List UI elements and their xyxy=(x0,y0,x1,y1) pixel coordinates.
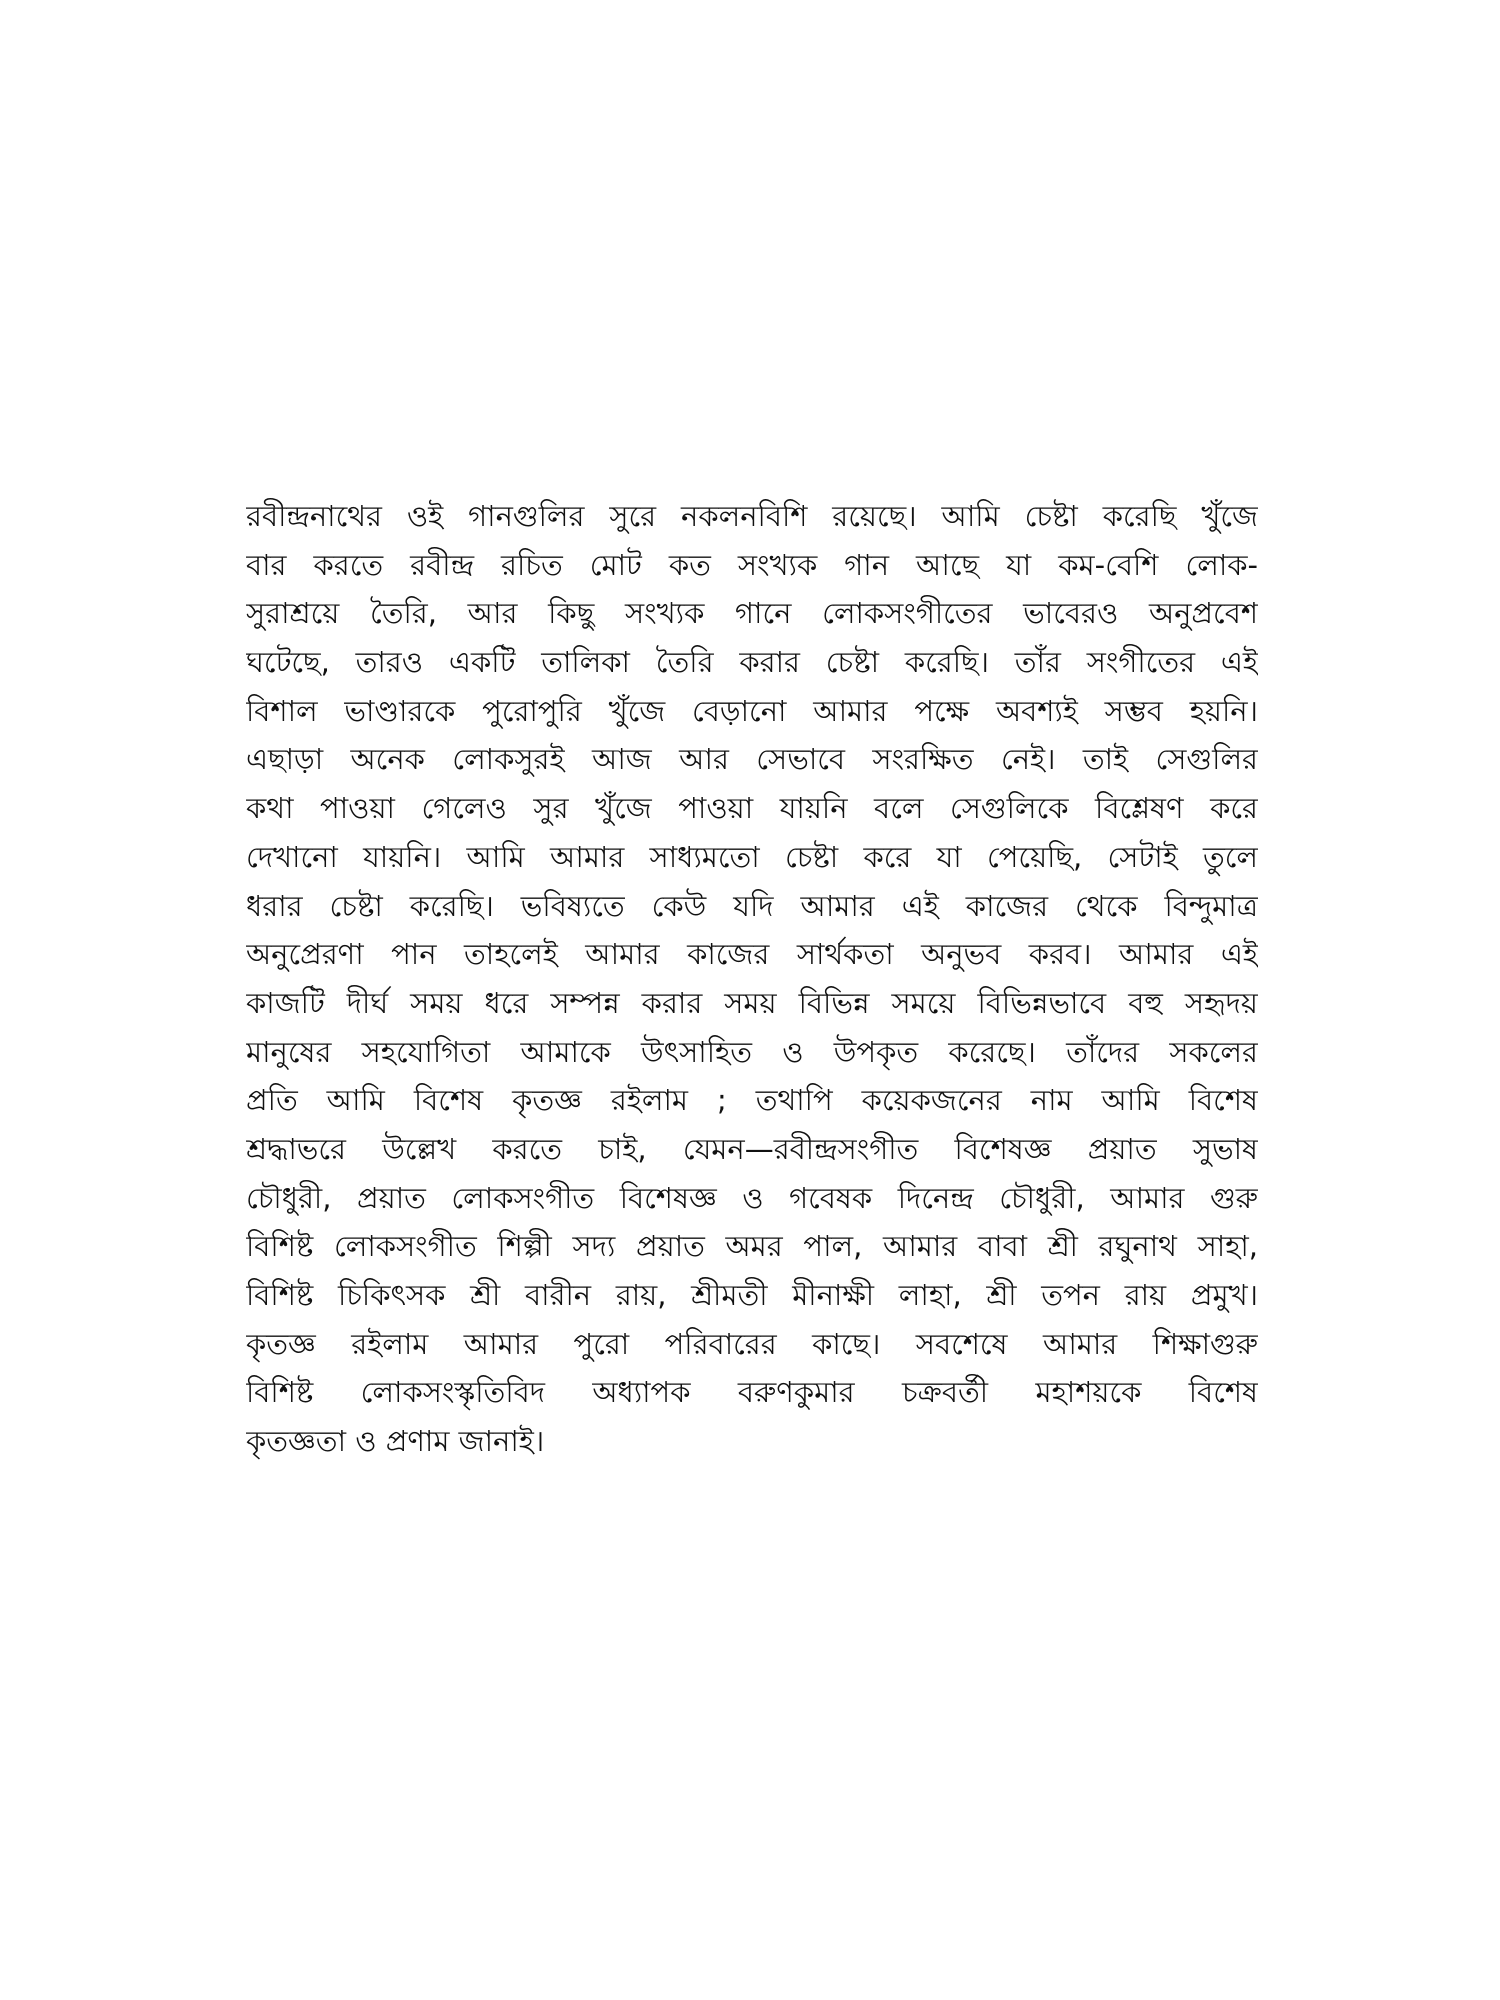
text-line: এছাড়া অনেক লোকসুরই আজ আর সেভাবে সংরক্ষিত নেই। তাই সেগুলির xyxy=(246,742,1258,777)
text-line: বিশিষ্ট লোকসংস্কৃতিবিদ অধ্যাপক বরুণকুমার চক্রবর্তী মহাশয়কে বিশেষ xyxy=(246,1375,1258,1410)
text-line: মানুষের সহযোগিতা আমাকে উৎসাহিত ও উপকৃত করেছে। তাঁদের সকলের xyxy=(246,1034,1258,1069)
text-line: বিশিষ্ট লোকসংগীত শিল্পী সদ্য প্রয়াত অমর পাল, আমার বাবা শ্রী রঘুনাথ সাহা, xyxy=(246,1229,1258,1264)
text-line: প্রতি আমি বিশেষ কৃতজ্ঞ রইলাম ; তথাপি কয়েকজনের নাম আমি বিশেষ xyxy=(246,1083,1258,1118)
text-line: ঘটেছে, তারও একটি তালিকা তৈরি করার চেষ্টা করেছি। তাঁর সংগীতের এই xyxy=(246,645,1258,680)
body-paragraph xyxy=(246,492,1258,1466)
text-line: বিশিষ্ট চিকিৎসক শ্রী বারীন রায়, শ্রীমতী মীনাক্ষী লাহা, শ্রী তপন রায় প্রমুখ। xyxy=(246,1278,1258,1312)
text-line: চৌধুরী, প্রয়াত লোকসংগীত বিশেষজ্ঞ ও গবেষক দিনেন্দ্র চৌধুরী, আমার গুরু xyxy=(246,1180,1258,1215)
text-line: কৃতজ্ঞ রইলাম আমার পুরো পরিবারের কাছে। সবশেষে আমার শিক্ষাগুরু xyxy=(246,1326,1258,1361)
text-line: বিশাল ভাণ্ডারকে পুরোপুরি খুঁজে বেড়ানো আমার পক্ষে অবশ্যই সম্ভব হয়নি। xyxy=(246,693,1258,728)
text-line: অনুপ্রেরণা পান তাহলেই আমার কাজের সার্থকতা অনুভব করব। আমার এই xyxy=(246,937,1258,972)
text-line: শ্রদ্ধাভরে উল্লেখ করতে চাই, যেমন—রবীন্দ্রসংগীত বিশেষজ্ঞ প্রয়াত সুভাষ xyxy=(246,1131,1258,1166)
text-line: কথা পাওয়া গেলেও সুর খুঁজে পাওয়া যায়নি বলে সেগুলিকে বিশ্লেষণ করে xyxy=(246,791,1258,826)
text-line: দেখানো যায়নি। আমি আমার সাধ্যমতো চেষ্টা করে যা পেয়েছি, সেটাই তুলে xyxy=(246,839,1258,874)
text-line: ধরার চেষ্টা করেছি। ভবিষ্যতে কেউ যদি আমার এই কাজের থেকে বিন্দুমাত্র xyxy=(246,888,1258,923)
text-line: কাজটি দীর্ঘ সময় ধরে সম্পন্ন করার সময় বিভিন্ন সময়ে বিভিন্নভাবে বহু সহৃদয় xyxy=(246,985,1258,1020)
text-line: কৃতজ্ঞতা ও প্রণাম জানাই। xyxy=(246,1424,545,1459)
text-line: বার করতে রবীন্দ্র রচিত মোট কত সংখ্যক গান আছে যা কম-বেশি লোক- xyxy=(246,547,1258,582)
text-line: সুরাশ্রয়ে তৈরি, আর কিছু সংখ্যক গানে লোকসংগীতের ভাবেরও অনুপ্রবেশ xyxy=(246,596,1258,631)
text-line: রবীন্দ্রনাথের ওই গানগুলির সুরে নকলনবিশি রয়েছে। আমি চেষ্টা করেছি খুঁজে xyxy=(246,499,1258,533)
